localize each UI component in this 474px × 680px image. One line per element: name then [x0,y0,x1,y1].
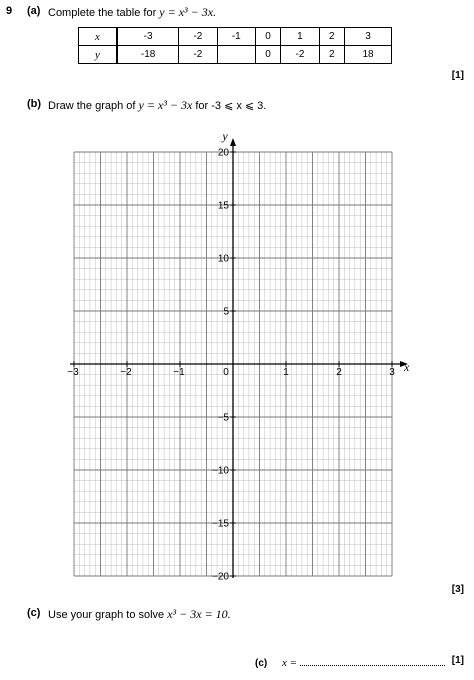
table-cell: -2 [281,46,319,64]
y-tick-label: 5 [223,306,229,318]
table-cell: 1 [281,28,319,46]
axes [70,138,408,578]
part-a-text: Complete the table for [48,7,157,19]
table-cell: 18 [345,46,392,64]
table-cell: 0 [255,28,280,46]
question-number: 9 [6,5,13,17]
x-axis-label: x [404,360,410,374]
part-b-text: Draw the graph of [48,100,136,112]
table-cell: 3 [345,28,392,46]
part-c-prompt [48,607,231,622]
table-cell: -2 [179,46,217,64]
y-tick-label: 15 [217,200,229,212]
answer-line[interactable] [300,655,445,666]
table-cell: -3 [117,28,179,46]
y-tick-label: −10 [212,465,229,477]
answer-row [255,655,445,669]
part-b-marks: [3] [451,584,464,595]
part-c-text: Use your graph to solve [48,609,165,621]
part-c-equation: x³ − 3x = 10. [167,607,231,621]
part-b-range: for -3 ⩽ x ⩽ 3. [195,100,267,112]
y-tick-label: −15 [212,518,229,530]
part-a-label: (a) [27,5,41,17]
x-tick-label: −1 [173,367,185,378]
x-tick-label: 0 [223,367,229,378]
table-cell: -18 [117,46,179,64]
y-tick-label: 20 [217,147,229,159]
y-tick-label: −5 [217,412,229,424]
table-header-x: x [79,28,118,46]
answer-variable: x = [282,657,298,669]
table-cell: -1 [217,28,255,46]
x-tick-label: 2 [336,367,342,378]
table-cell: -2 [179,28,217,46]
part-b-equation: y = x³ − 3x [138,98,193,112]
answer-part-label: (c) [255,658,268,669]
part-b-label: (b) [27,98,42,110]
part-c-label: (c) [27,607,41,619]
table-header-y: y [79,46,118,64]
y-axis-arrow-icon [230,138,236,146]
x-tick-label: 1 [283,367,289,378]
tick-labels [67,129,410,583]
part-a-marks: [1] [451,70,464,81]
y-tick-label: −20 [212,571,229,583]
x-tick-label: −3 [67,367,79,378]
x-tick-label: −2 [120,367,132,378]
part-c-marks: [1] [451,655,464,666]
y-axis-label: y [222,129,228,143]
y-tick-label: 10 [217,253,229,265]
part-a-equation: y = x³ − 3x. [159,5,217,19]
table-cell: 2 [319,28,344,46]
table-cell: 2 [319,46,344,64]
table-cell: 0 [255,46,280,64]
x-tick-label: 3 [389,367,395,378]
